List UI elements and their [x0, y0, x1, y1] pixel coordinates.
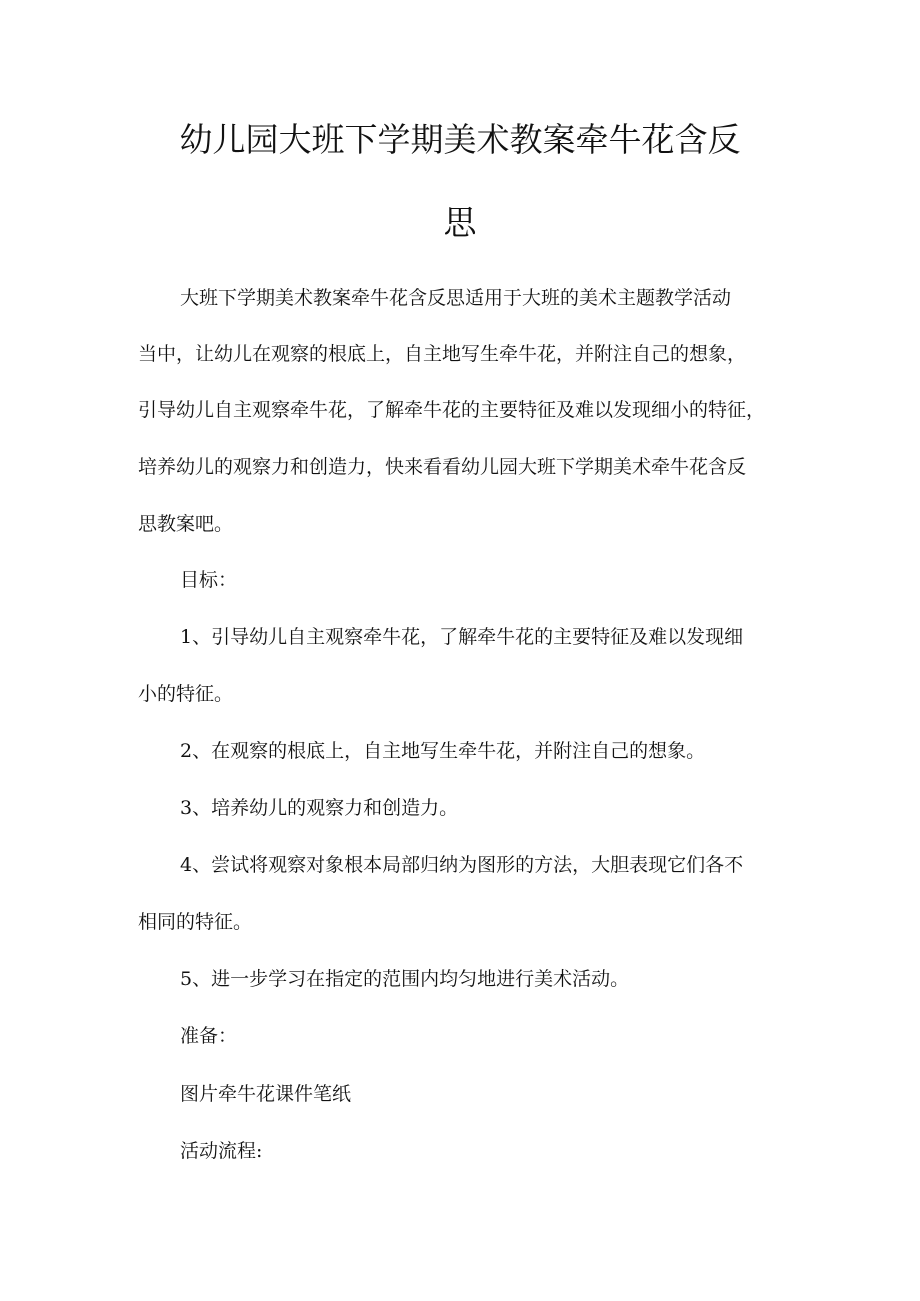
- document-title-line-2: 思: [443, 203, 477, 242]
- document-title-line-1: 幼儿园大班下学期美术教案牵牛花含反: [179, 120, 741, 159]
- intro-paragraph-line-4: 培养幼儿的观察力和创造力，快来看看幼儿园大班下学期美术牵牛花含反: [138, 456, 747, 478]
- goal-5: 5、进一步学习在指定的范围内均匀地进行美术活动。: [180, 968, 630, 990]
- intro-paragraph-line-1: 大班下学期美术教案牵牛花含反思适用于大班的美术主题教学活动: [180, 287, 732, 309]
- intro-paragraph-line-5: 思教案吧。: [138, 513, 234, 535]
- goal-3: 3、培养幼儿的观察力和创造力。: [180, 797, 459, 819]
- preparation-items: 图片牵牛花课件笔纸: [180, 1083, 352, 1105]
- goal-4-line-1: 4、尝试将观察对象根本局部归纳为图形的方法，大胆表现它们各不: [180, 854, 744, 876]
- activity-process-heading: 活动流程:: [180, 1140, 263, 1162]
- goal-2: 2、在观察的根底上，自主地写生牵牛花，并附注自己的想象。: [180, 740, 706, 762]
- goal-1-line-2: 小的特征。: [138, 683, 234, 705]
- goal-1-line-1: 1、引导幼儿自主观察牵牛花，了解牵牛花的主要特征及难以发现细: [180, 626, 744, 648]
- preparation-heading: 准备：: [180, 1025, 238, 1047]
- intro-paragraph-line-3: 引导幼儿自主观察牵牛花，了解牵牛花的主要特征及难以发现细小的特征，: [138, 399, 766, 421]
- goal-4-line-2: 相同的特征。: [138, 911, 253, 933]
- intro-paragraph-line-2: 当中，让幼儿在观察的根底上，自主地写生牵牛花，并附注自己的想象，: [138, 343, 747, 365]
- goals-heading: 目标：: [180, 569, 238, 591]
